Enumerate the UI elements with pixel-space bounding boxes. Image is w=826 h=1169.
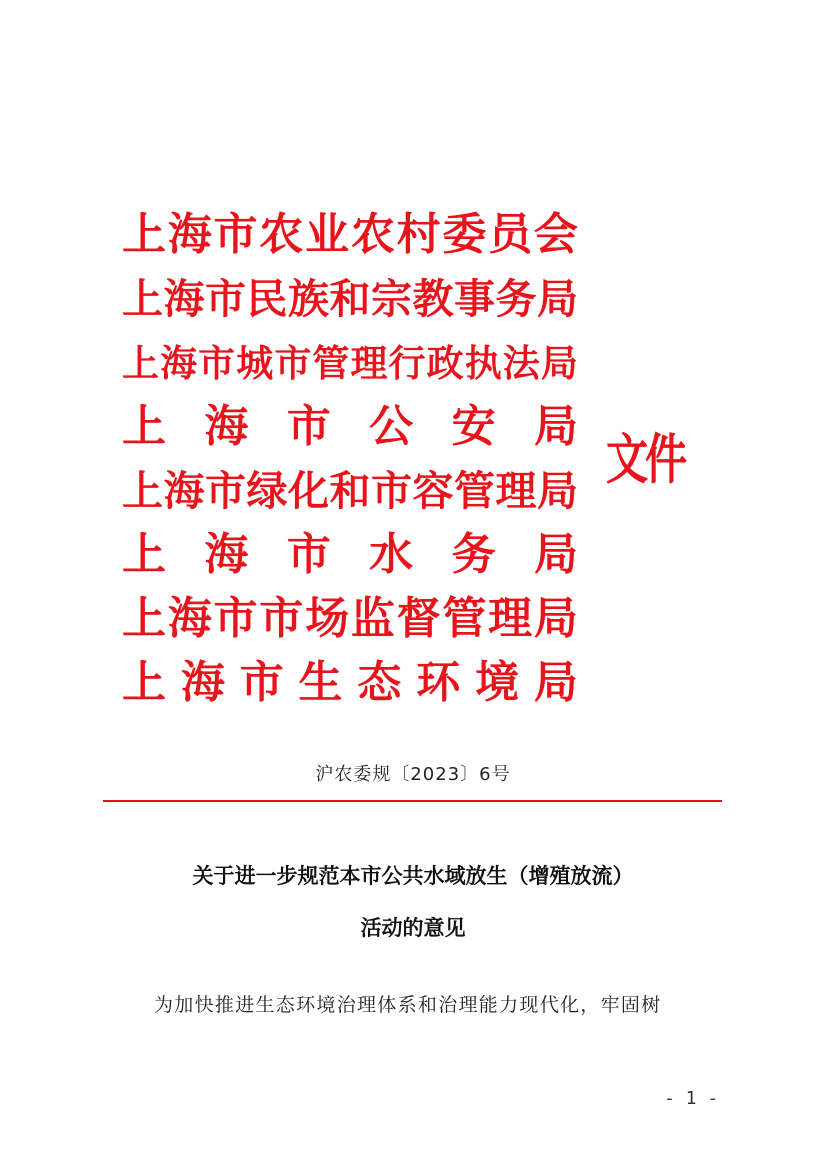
organization-char: 理 — [350, 341, 388, 385]
organization-name — [122, 651, 578, 715]
organization-char: 族 — [288, 275, 329, 323]
organization-char: 市 — [371, 467, 412, 515]
red-divider — [103, 800, 722, 802]
organization-char: 公 — [369, 401, 414, 452]
document-title-continued: 活动的意见 — [360, 915, 466, 940]
organization-char: 水 — [369, 529, 414, 580]
organization-char: 管 — [454, 467, 495, 515]
organization-char: 执 — [464, 341, 502, 385]
page-number: - 1 - — [664, 1088, 719, 1109]
document-title: 关于进一步规范本市公共水域放生（增殖放流） — [192, 863, 634, 888]
organization-char: 海 — [163, 467, 205, 515]
organization-char: 海 — [204, 529, 249, 580]
organization-char: 局 — [537, 275, 578, 323]
organization-char: 市 — [286, 401, 331, 452]
organization-name — [122, 523, 578, 587]
organization-char: 境 — [475, 657, 520, 708]
organization-char: 农 — [350, 209, 395, 260]
organization-char: 局 — [533, 593, 578, 644]
organization-char: 管 — [442, 593, 487, 644]
organization-char: 市 — [239, 657, 284, 708]
organization-char: 委 — [442, 209, 487, 260]
organization-char: 城 — [236, 341, 274, 385]
organization-name — [122, 459, 578, 523]
organization-char: 局 — [533, 401, 578, 452]
organization-char: 安 — [451, 401, 496, 452]
organization-char: 上 — [122, 275, 163, 323]
organization-char: 市 — [286, 529, 331, 580]
organization-char: 监 — [350, 593, 395, 644]
organization-char: 政 — [426, 341, 464, 385]
organization-char: 局 — [533, 657, 578, 708]
organization-char: 海 — [163, 275, 205, 323]
organization-char: 场 — [305, 593, 350, 644]
organization-char: 员 — [488, 209, 533, 260]
organization-char: 督 — [396, 593, 441, 644]
organization-char: 会 — [533, 209, 578, 260]
organization-char: 务 — [451, 529, 496, 580]
organization-char: 务 — [495, 275, 537, 323]
organization-char: 教 — [412, 275, 454, 323]
organization-char: 上 — [122, 209, 166, 260]
organization-char: 市 — [213, 593, 258, 644]
organization-char: 环 — [416, 657, 461, 708]
organization-char: 海 — [167, 209, 212, 260]
document-label: 文件 — [606, 428, 684, 491]
organization-char: 态 — [357, 657, 402, 708]
organization-char: 上 — [122, 593, 166, 644]
organization-char: 市 — [274, 341, 312, 385]
organization-char: 海 — [204, 401, 249, 452]
organization-char: 局 — [533, 529, 578, 580]
organization-char: 海 — [167, 593, 212, 644]
organization-name — [122, 331, 578, 395]
organization-char: 事 — [454, 275, 495, 323]
organization-char: 和 — [329, 467, 371, 515]
organization-char: 上 — [122, 341, 159, 385]
organization-char: 理 — [495, 467, 537, 515]
organization-char: 和 — [329, 275, 371, 323]
organization-char: 化 — [288, 467, 329, 515]
organization-char: 局 — [537, 467, 578, 515]
organization-char: 宗 — [371, 275, 412, 323]
organization-char: 业 — [305, 209, 350, 260]
body-paragraph: 为加快推进生态环境治理体系和治理能力现代化，牢固树 — [154, 994, 662, 1016]
organization-char: 市 — [205, 467, 246, 515]
organization-char: 海 — [180, 657, 225, 708]
organization-char: 行 — [388, 341, 426, 385]
organization-char: 海 — [160, 341, 198, 385]
organization-name — [122, 267, 578, 331]
organization-char: 绿 — [246, 467, 288, 515]
organization-char: 理 — [488, 593, 533, 644]
document-number: 沪农委规〔2023〕6号 — [315, 764, 511, 785]
organization-char: 管 — [312, 341, 350, 385]
organization-char: 上 — [122, 467, 163, 515]
organization-char: 容 — [412, 467, 454, 515]
organization-name — [122, 203, 578, 267]
organization-char: 农 — [259, 209, 304, 260]
organization-char: 村 — [396, 209, 441, 260]
organization-char: 上 — [122, 657, 166, 708]
organization-char: 法 — [502, 341, 540, 385]
organization-name — [122, 395, 578, 459]
organization-char: 民 — [246, 275, 288, 323]
issuing-organizations — [122, 203, 578, 715]
organization-char: 局 — [540, 341, 578, 385]
organization-char: 市 — [205, 275, 246, 323]
organization-char: 上 — [122, 401, 166, 452]
organization-name — [122, 587, 578, 651]
organization-char: 上 — [122, 529, 166, 580]
organization-char: 市 — [259, 593, 304, 644]
organization-char: 市 — [213, 209, 258, 260]
organization-char: 生 — [298, 657, 343, 708]
organization-char: 市 — [198, 341, 236, 385]
